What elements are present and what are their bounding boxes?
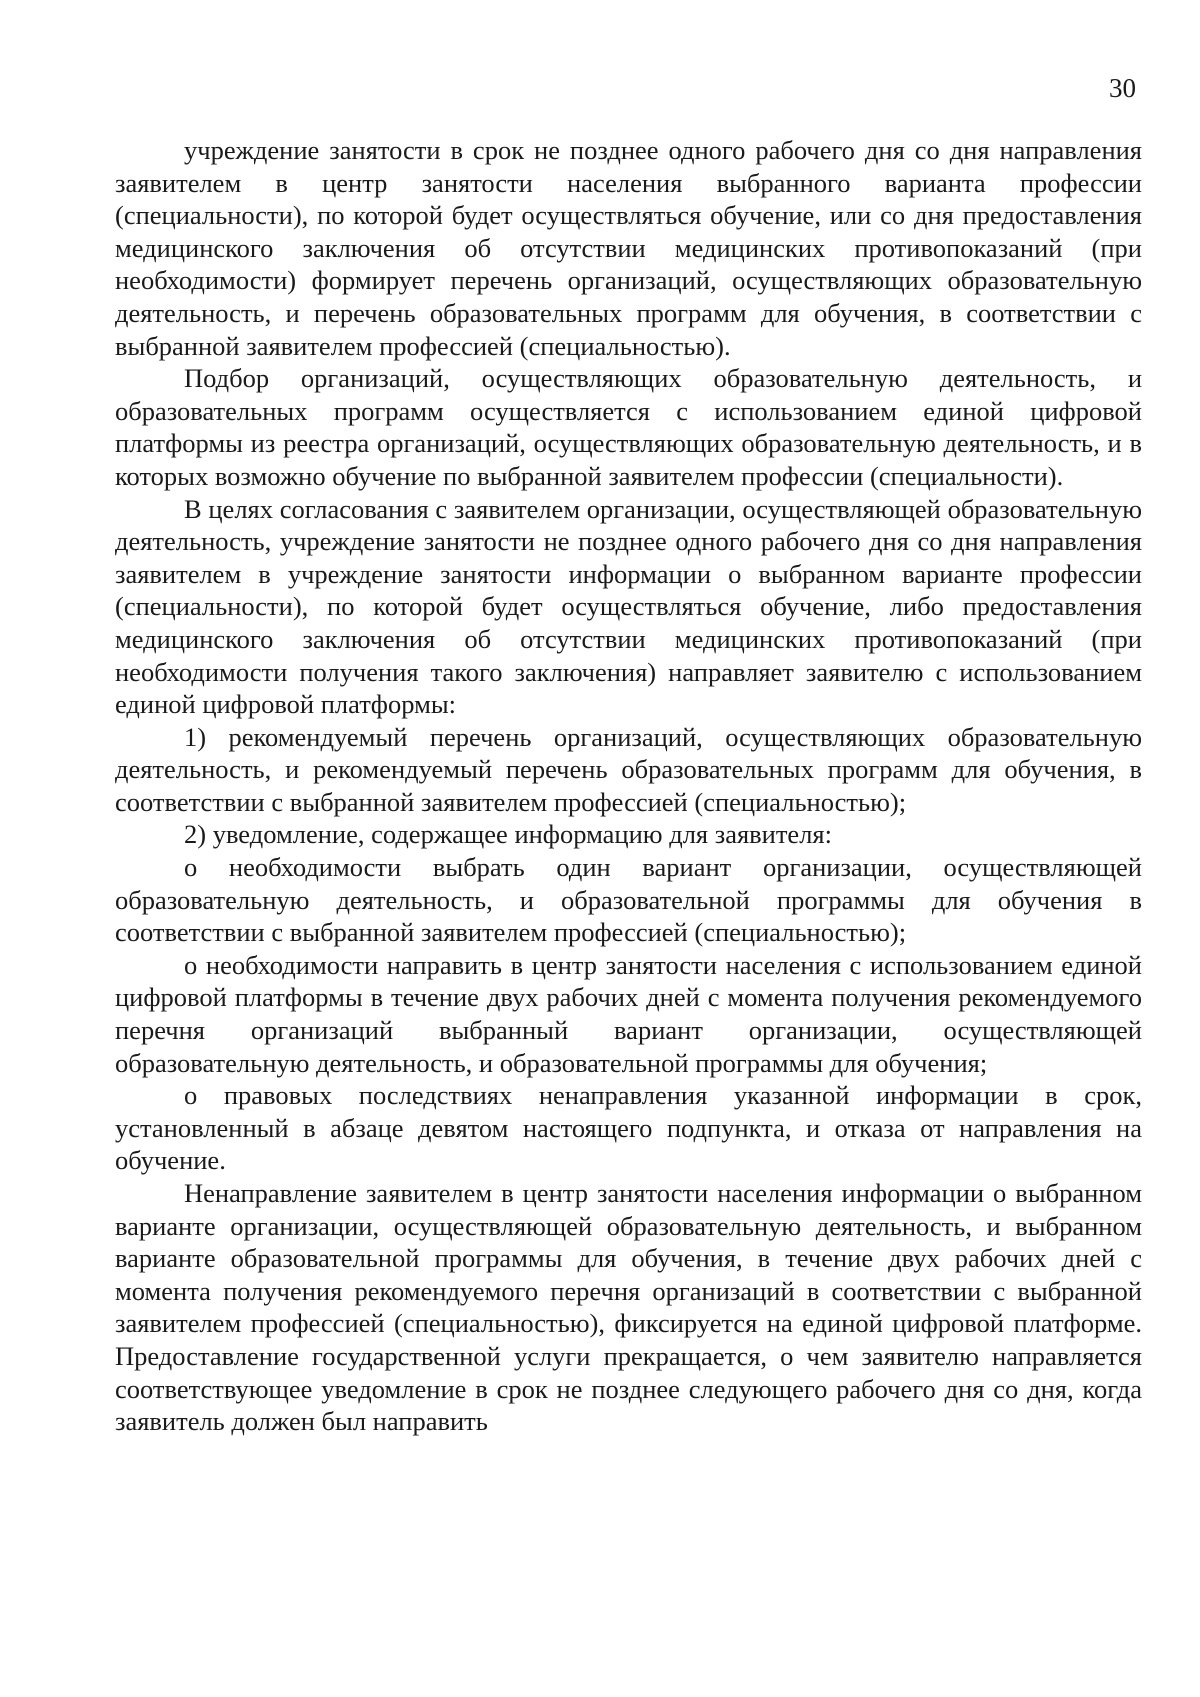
paragraph-non-submission: Ненаправление заявителем в центр занятости населения информации о выбранном варианте организации, осуществляющей образовательную деятельность, и выбранном варианте образовательной программы для обучения, в течение двух рабочих дней с момента получения рекомендуемого перечня организаций в соответствии с выбранной заявителем профессией (специальностью), фиксируется на единой цифровой платформе. Предоставление государственной услуги прекращается, о чем заявителю направляется соответствующее уведомление в срок не позднее следующего рабочего дня со дня, когда заявитель должен был направить xyxy=(115,1178,1142,1437)
list-item-2: 2) уведомление, содержащее информацию для заявителя: xyxy=(184,819,832,850)
paragraph-selection-of-organizations: Подбор организаций, осуществляющих образовательную деятельность, и образовательных программ осуществляется с использованием единой цифровой платформы из реестра организаций, осуществляющих образовательную деятельность, и в которых возможно обучение по выбранной заявителем профессии (специальности). xyxy=(115,363,1142,491)
page-number: 30 xyxy=(1109,73,1136,103)
notice-item-choose-variant: о необходимости выбрать один вариант организации, осуществляющей образовательную деятельность, и образовательной программы для обучения в соответствии с выбранной заявителем профессией (специальностью); xyxy=(115,852,1142,948)
paragraph-coordination: В целях согласования с заявителем организации, осуществляющей образовательную деятельность, учреждение занятости не позднее одного рабочего дня со дня направления заявителем в учреждение занятости информации о выбранном варианте профессии (специальности), по которой будет осуществляться обучение, либо предоставления медицинского заключения об отсутствии медицинских противопоказаний (при необходимости получения такого заключения) направляет заявителю с использованием единой цифровой платформы: xyxy=(115,493,1142,720)
notice-item-send-choice: о необходимости направить в центр занятости населения с использованием единой цифровой платформы в течение двух рабочих дней с момента получения рекомендуемого перечня организаций выбранный вариант организации, осуществляющей образовательную деятельность, и образовательной программы для обучения; xyxy=(115,949,1142,1078)
list-item-1: 1) рекомендуемый перечень организаций, осуществляющих образовательную деятельность, и рекомендуемый перечень образовательных программ для обучения, в соответствии с выбранной заявителем профессией (специальностью); xyxy=(115,721,1142,817)
notice-item-legal-consequences: о правовых последствиях ненаправления указанной информации в срок, установленный в абзаце девятом настоящего подпункта, и отказа от направления на обучение. xyxy=(115,1080,1142,1176)
paragraph-continuation: учреждение занятости в срок не позднее одного рабочего дня со дня направления заявителем в центр занятости населения выбранного варианта профессии (специальности), по которой будет осуществляться обучение, или со дня предоставления медицинского заключения об отсутствии медицинских противопоказаний (при необходимости) формирует перечень организаций, осуществляющих образовательную деятельность, и перечень образовательных программ для обучения, в соответствии с выбранной заявителем профессией (специальностью). xyxy=(115,135,1142,361)
document-body xyxy=(115,134,1142,1438)
